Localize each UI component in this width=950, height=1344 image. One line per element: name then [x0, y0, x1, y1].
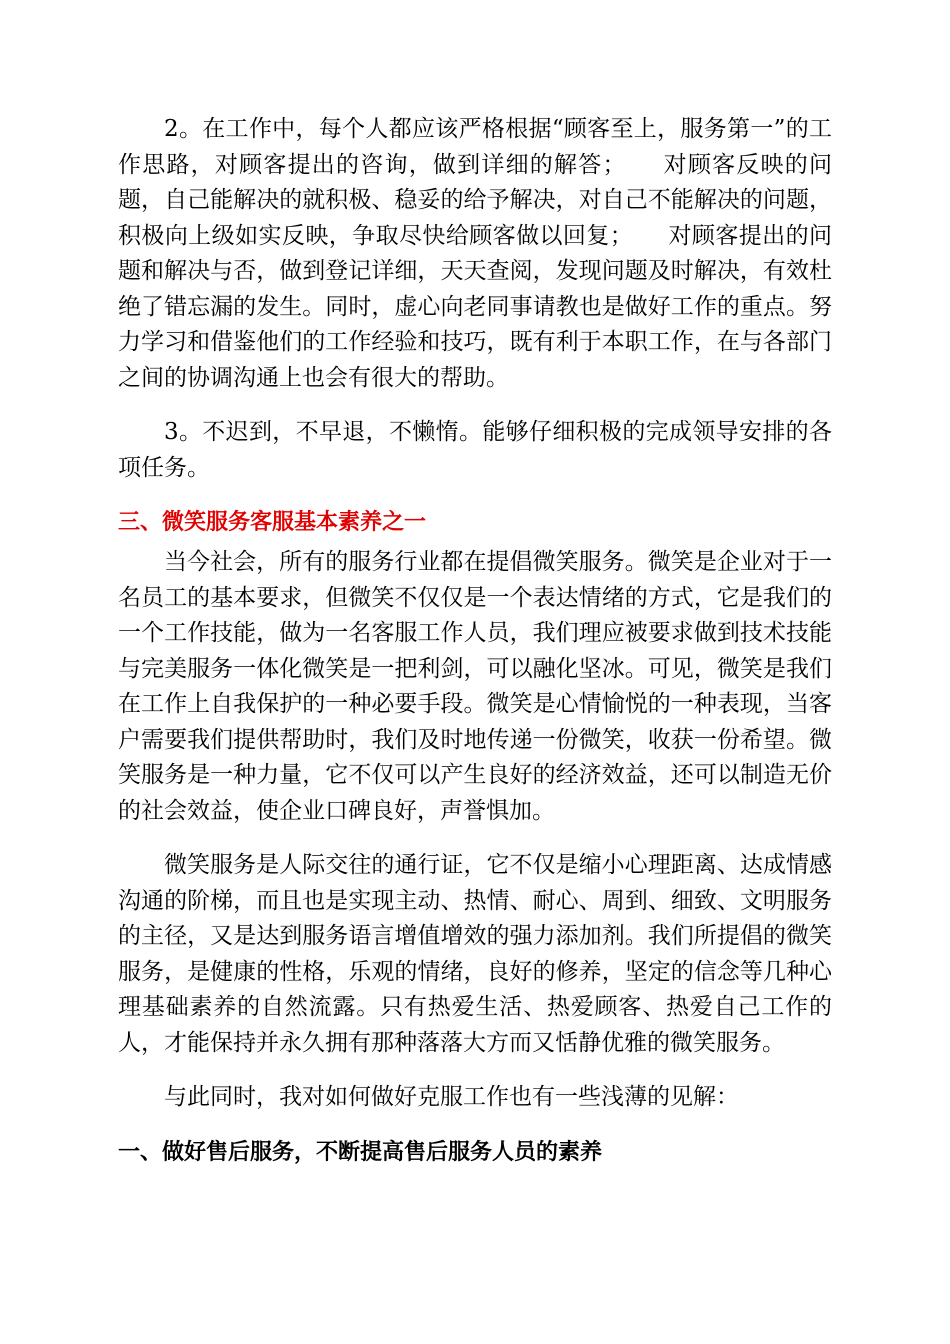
- paragraph-transition: 与此同时，我对如何做好克服工作也有一些浅薄的见解：: [164, 1084, 739, 1110]
- paragraph-smile-passport: 微笑服务是人际交往的通行证，它不仅是缩小心理距离、达成情感沟通的阶梯，而且也是实现主动、热情、耐心、周到、细致、文明服务的主径，又是达到服务语言增值增效的强力添加剂。我们所提倡的微笑服务，是健康的性格，乐观的情绪，良好的修养，坚定的信念等几种心理基础素养的自然流露。只有热爱生活、热爱顾客、热爱自己工作的人，才能保持并永久拥有那种落落大方而又恬静优雅的微笑服务。: [118, 852, 832, 1056]
- paragraph-item-2: 2。在工作中，每个人都应该严格根据“顾客至上，服务第一”的工作思路，对顾客提出的咨询，做到详细的解答； 对顾客反映的问题，自己能解决的就积极、稳妥的给予解决，对自己不能解决的问题，积极向上级如实反映，争取尽快给顾客做以回复； 对顾客提出的问题和解决与否，做到登记详细，天天查阅，发现问题及时解决，有效杜绝了错忘漏的发生。同时，虚心向老同事请教也是做好工作的重点。努力学习和借鉴他们的工作经验和技巧，既有利于本职工作，在与各部门之间的协调沟通上也会有很大的帮助。: [118, 116, 832, 391]
- paragraph-item-3: 3。不迟到，不早退，不懒惰。能够仔细积极的完成领导安排的各项任务。: [118, 419, 832, 481]
- document-page: [118, 112, 832, 1175]
- section-heading-after-sales: 一、做好售后服务，不断提高售后服务人员的素养: [118, 1139, 603, 1165]
- section-heading-smile-service: 三、微笑服务客服基本素养之一: [118, 510, 427, 535]
- paragraph-smile-intro: 当今社会，所有的服务行业都在提倡微笑服务。微笑是企业对于一名员工的基本要求，但微笑不仅仅是一个表达情绪的方式，它是我们的一个工作技能，做为一名客服工作人员，我们理应被要求做到技术技能与完美服务一体化微笑是一把利剑，可以融化坚冰。可见，微笑是我们在工作上自我保护的一种必要手段。微笑是心情愉悦的一种表现，当客户需要我们提供帮助时，我们及时地传递一份微笑，收获一份希望。微笑服务是一种力量，它不仅可以产生良好的经济效益，还可以制造无价的社会效益，使企业口碑良好，声誉惧加。: [118, 549, 832, 824]
